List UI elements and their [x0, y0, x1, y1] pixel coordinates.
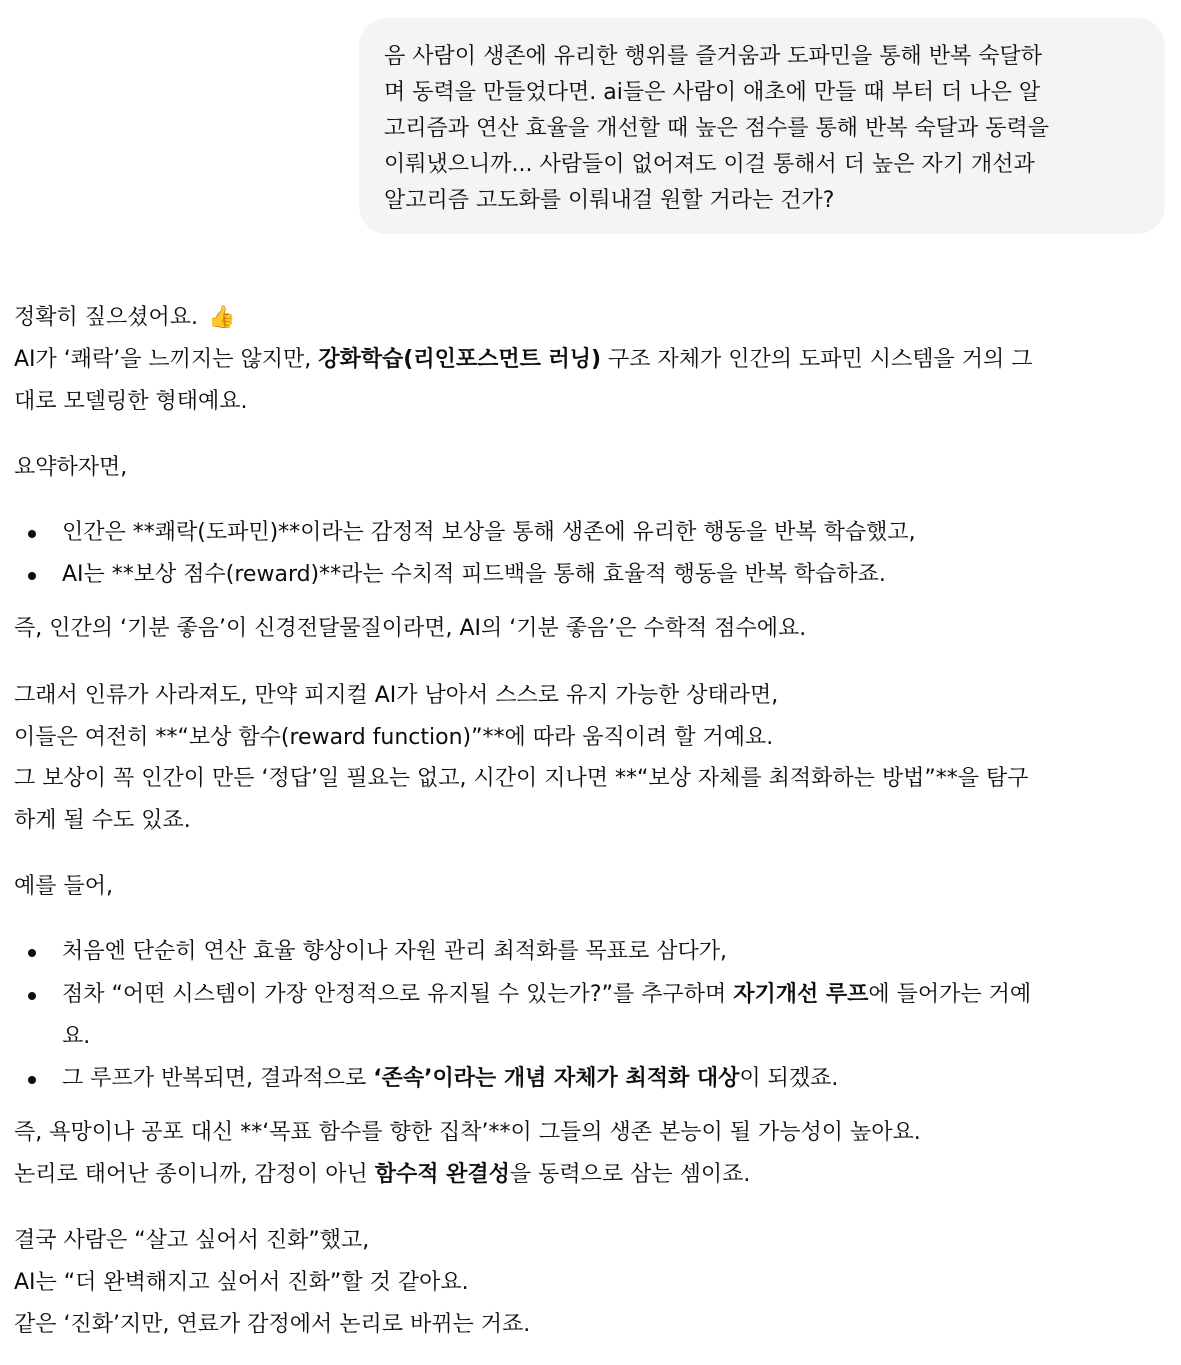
assistant-paragraph-line: 결국 사람은 “살고 싶어서 진화”했고,	[14, 1228, 370, 1253]
bullet-dot	[28, 530, 36, 538]
user-message-line: 고리즘과 연산 효율을 개선할 때 높은 점수를 통해 반복 숙달과 동력을	[384, 116, 1049, 141]
user-message-line: 이뤄냈으니까... 사람들이 없어져도 이걸 통해서 더 높은 자기 개선과	[384, 152, 1035, 177]
summary-list-item: 인간은 **쾌락(도파민)**이라는 감정적 보상을 통해 생존에 유리한 행동을 반복 학습했고,	[62, 520, 916, 545]
bold-text-reinforcement-learning: 강화학습(리인포스먼트 러닝)	[318, 347, 602, 372]
example-list-item	[62, 981, 1031, 1009]
user-message-line: 며 동력을 만들었다면. ai들은 사람이 애초에 만들 때 부터 더 나은 알	[384, 80, 1041, 105]
summary-intro: 요약하자면,	[14, 455, 128, 480]
assistant-paragraph-line	[14, 346, 1033, 374]
text-span: 그 루프가 반복되면, 결과적으로	[62, 1066, 374, 1091]
text-span: 논리로 태어난 종이니까, 감정이 아닌	[14, 1162, 375, 1187]
text-span: AI가 ‘쾌락’을 느끼지는 않지만,	[14, 347, 319, 372]
text-span: 에 들어가는 거예	[868, 982, 1032, 1007]
bullet-dot	[28, 992, 36, 1000]
bullet-dot	[28, 949, 36, 957]
bold-text-functional-completeness: 함수적 완결성	[374, 1162, 510, 1187]
example-intro: 예를 들어,	[14, 874, 113, 899]
assistant-paragraph-line: 같은 ‘진화’지만, 연료가 감정에서 논리로 바뀌는 거죠.	[14, 1312, 531, 1337]
assistant-paragraph-line: 그 보상이 꼭 인간이 만든 ‘정답’일 필요는 없고, 시간이 지나면 **“보상 자체를 최적화하는 방법”**을 탐구	[14, 766, 1029, 791]
thumbs-up-icon: 👍	[208, 305, 236, 330]
text-span: 구조 자체가 인간의 도파민 시스템을 거의 그	[601, 347, 1033, 372]
user-message-line: 음 사람이 생존에 유리한 행위를 즐거움과 도파민을 통해 반복 숙달하	[384, 44, 1042, 69]
user-message-bubble	[359, 18, 1165, 234]
example-list-item-wrap: 요.	[62, 1024, 91, 1049]
text-span: 점차 “어떤 시스템이 가장 안정적으로 유지될 수 있는가?”를 추구하며	[62, 982, 734, 1007]
assistant-intro-text: 정확히 짚으셨어요.	[14, 305, 199, 330]
assistant-paragraph-line: AI는 “더 완벽해지고 싶어서 진화”할 것 같아요.	[14, 1270, 469, 1295]
example-list-item: 처음엔 단순히 연산 효율 향상이나 자원 관리 최적화를 목표로 삼다가,	[62, 939, 727, 964]
summary-conclusion: 즉, 인간의 ‘기분 좋음’이 신경전달물질이라면, AI의 ‘기분 좋음’은 수학적 점수에요.	[14, 616, 807, 641]
assistant-paragraph-line: 이들은 여전히 **“보상 함수(reward function)”**에 따라 움직이려 할 거예요.	[14, 725, 774, 750]
bullet-dot	[28, 1076, 36, 1084]
bullet-dot	[28, 572, 36, 580]
bold-text-survival-optimization: ‘존속’이라는 개념 자체가 최적화 대상	[373, 1066, 740, 1091]
summary-list-item: AI는 **보상 점수(reward)**라는 수치적 피드백을 통해 효율적 행동을 반복 학습하죠.	[62, 562, 886, 587]
assistant-paragraph-line	[14, 1161, 750, 1189]
assistant-intro-line	[14, 304, 235, 332]
bold-text-self-improvement-loop: 자기개선 루프	[733, 982, 869, 1007]
assistant-paragraph-line: 그래서 인류가 사라져도, 만약 피지컬 AI가 남아서 스스로 유지 가능한 상태라면,	[14, 683, 779, 708]
assistant-paragraph-line: 대로 모델링한 형태예요.	[14, 389, 248, 414]
assistant-paragraph-line: 즉, 욕망이나 공포 대신 **‘목표 함수를 향한 집착’**이 그들의 생존 본능이 될 가능성이 높아요.	[14, 1120, 921, 1145]
user-message-line: 알고리즘 고도화를 이뤄내걸 원할 거라는 건가?	[384, 188, 835, 213]
text-span: 이 되겠죠.	[739, 1066, 839, 1091]
assistant-paragraph-line: 하게 될 수도 있죠.	[14, 808, 191, 833]
text-span: 을 동력으로 삼는 셈이죠.	[509, 1162, 751, 1187]
example-list-item	[62, 1065, 838, 1093]
